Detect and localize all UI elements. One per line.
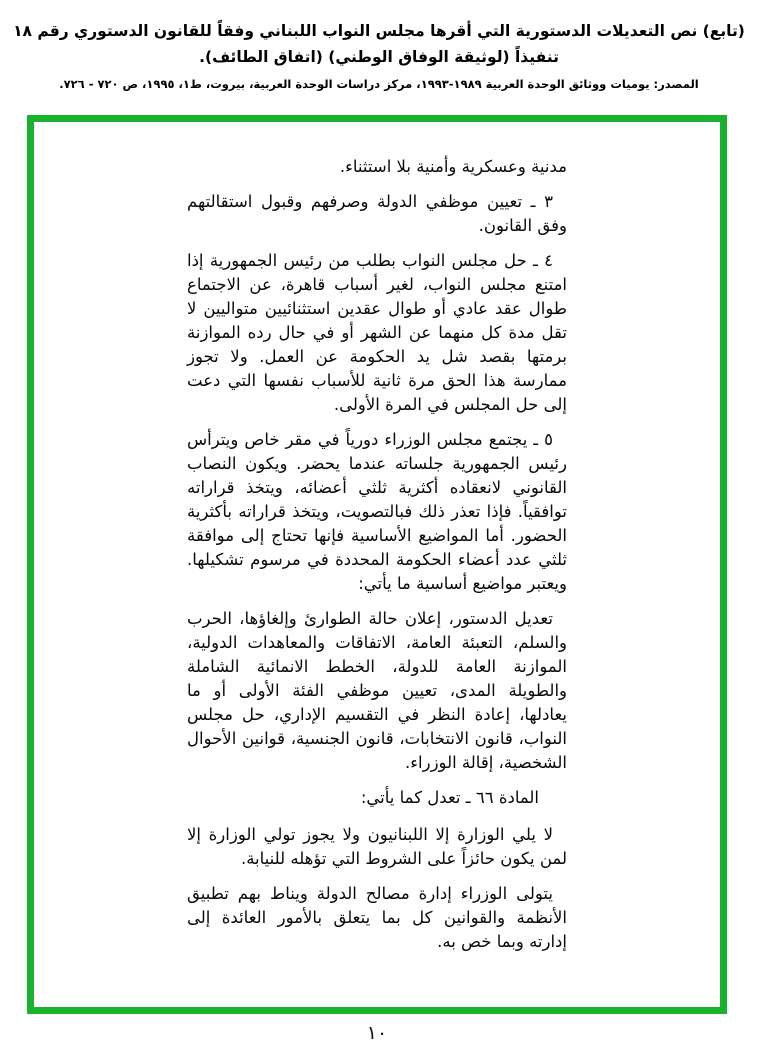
body-text: [187, 155, 567, 954]
paragraph-item-5: ٥ ـ يجتمع مجلس الوزراء دورياً في مقر خاص ويترأس رئيس الجمهورية جلساته عندما يحضر. ويكون النصاب القانوني لانعقاده أكثرية ثلثي أعضائه، ويتخذ قراراته توافقياً. فإذا تعذر ذلك فبالتصويت، ويتخذ قراراته بأكثرية الحضور. أما المواضيع الأساسية فإنها تحتاج إلى موافقة ثلثي عدد أعضاء الحكومة المحددة في مرسوم تشكيلها. ويعتبر مواضيع أساسية ما يأتي:: [187, 430, 567, 593]
page-number: ١٠: [366, 1022, 388, 1044]
paragraph-item-4: ٤ ـ حل مجلس النواب بطلب من رئيس الجمهورية إذا امتنع مجلس النواب، لغير أسباب قاهرة، عن الاجتماع طوال عقد عادي أو طوال عقدين استثنائيين متواليين لا تقل مدة كل منهما عن الشهر أو في حال رده الموازنة برمتها بقصد شل يد الحكومة عن العمل. ولا تجوز ممارسة هذا الحق مرة ثانية للأسباب نفسها التي دعت إلى حل المجلس في المرة الأولى.: [187, 251, 567, 414]
document-header: [10, 0, 748, 91]
source-citation: المصدر: يوميات ووثائق الوحدة العربية ١٩٨٩-١٩٩٣، مركز دراسات الوحدة العربية، بيروت، ط١، ١٩٩٥، ص ٧٢٠ - ٧٢٦.: [59, 77, 699, 92]
paragraph-continuation: مدنية وعسكرية وأمنية بلا استثناء.: [339, 157, 567, 176]
paragraph-basic-subjects-list: تعديل الدستور، إعلان حالة الطوارئ وإلغاؤها، الحرب والسلم، التعبئة العامة، الاتفاقات والمعاهدات الدولية، الموازنة العامة للدولة، الخطط الانمائية الشاملة والطويلة المدى، تعيين موظفي الفئة الأولى أو ما يعادلها، إعادة النظر في التقسيم الإداري، حل مجلس النواب، قانون الانتخابات، قانون الجنسية، قوانين الأحوال الشخصية، إقالة الوزراء.: [187, 609, 567, 772]
paragraph-article-66-heading: المادة ٦٦ ـ تعدل كما يأتي:: [360, 788, 539, 807]
paragraph-article-66-clause-2: يتولى الوزراء إدارة مصالح الدولة ويناط بهم تطبيق الأنظمة والقوانين كل بما يتعلق بالأمور العائدة إلى إدارته وبما خص به.: [187, 884, 567, 951]
page-title: (تابع) نص التعديلات الدستورية التي أقرها مجلس النواب اللبناني وفقاً للقانون الدستوري رقم ١٨ تنفيذاً (لوثيقة الوفاق الوطني) (اتفاق الطائف).: [13, 22, 745, 66]
paragraph-item-3: ٣ ـ تعيين موظفي الدولة وصرفهم وقبول استقالتهم وفق القانون.: [187, 192, 567, 235]
document-frame: [27, 115, 727, 1014]
paragraph-article-66-clause-1: لا يلي الوزارة إلا اللبنانيون ولا يجوز تولي الوزارة إلا لمن يكون حائزاً على الشروط التي تؤهله للنيابة.: [187, 825, 567, 868]
